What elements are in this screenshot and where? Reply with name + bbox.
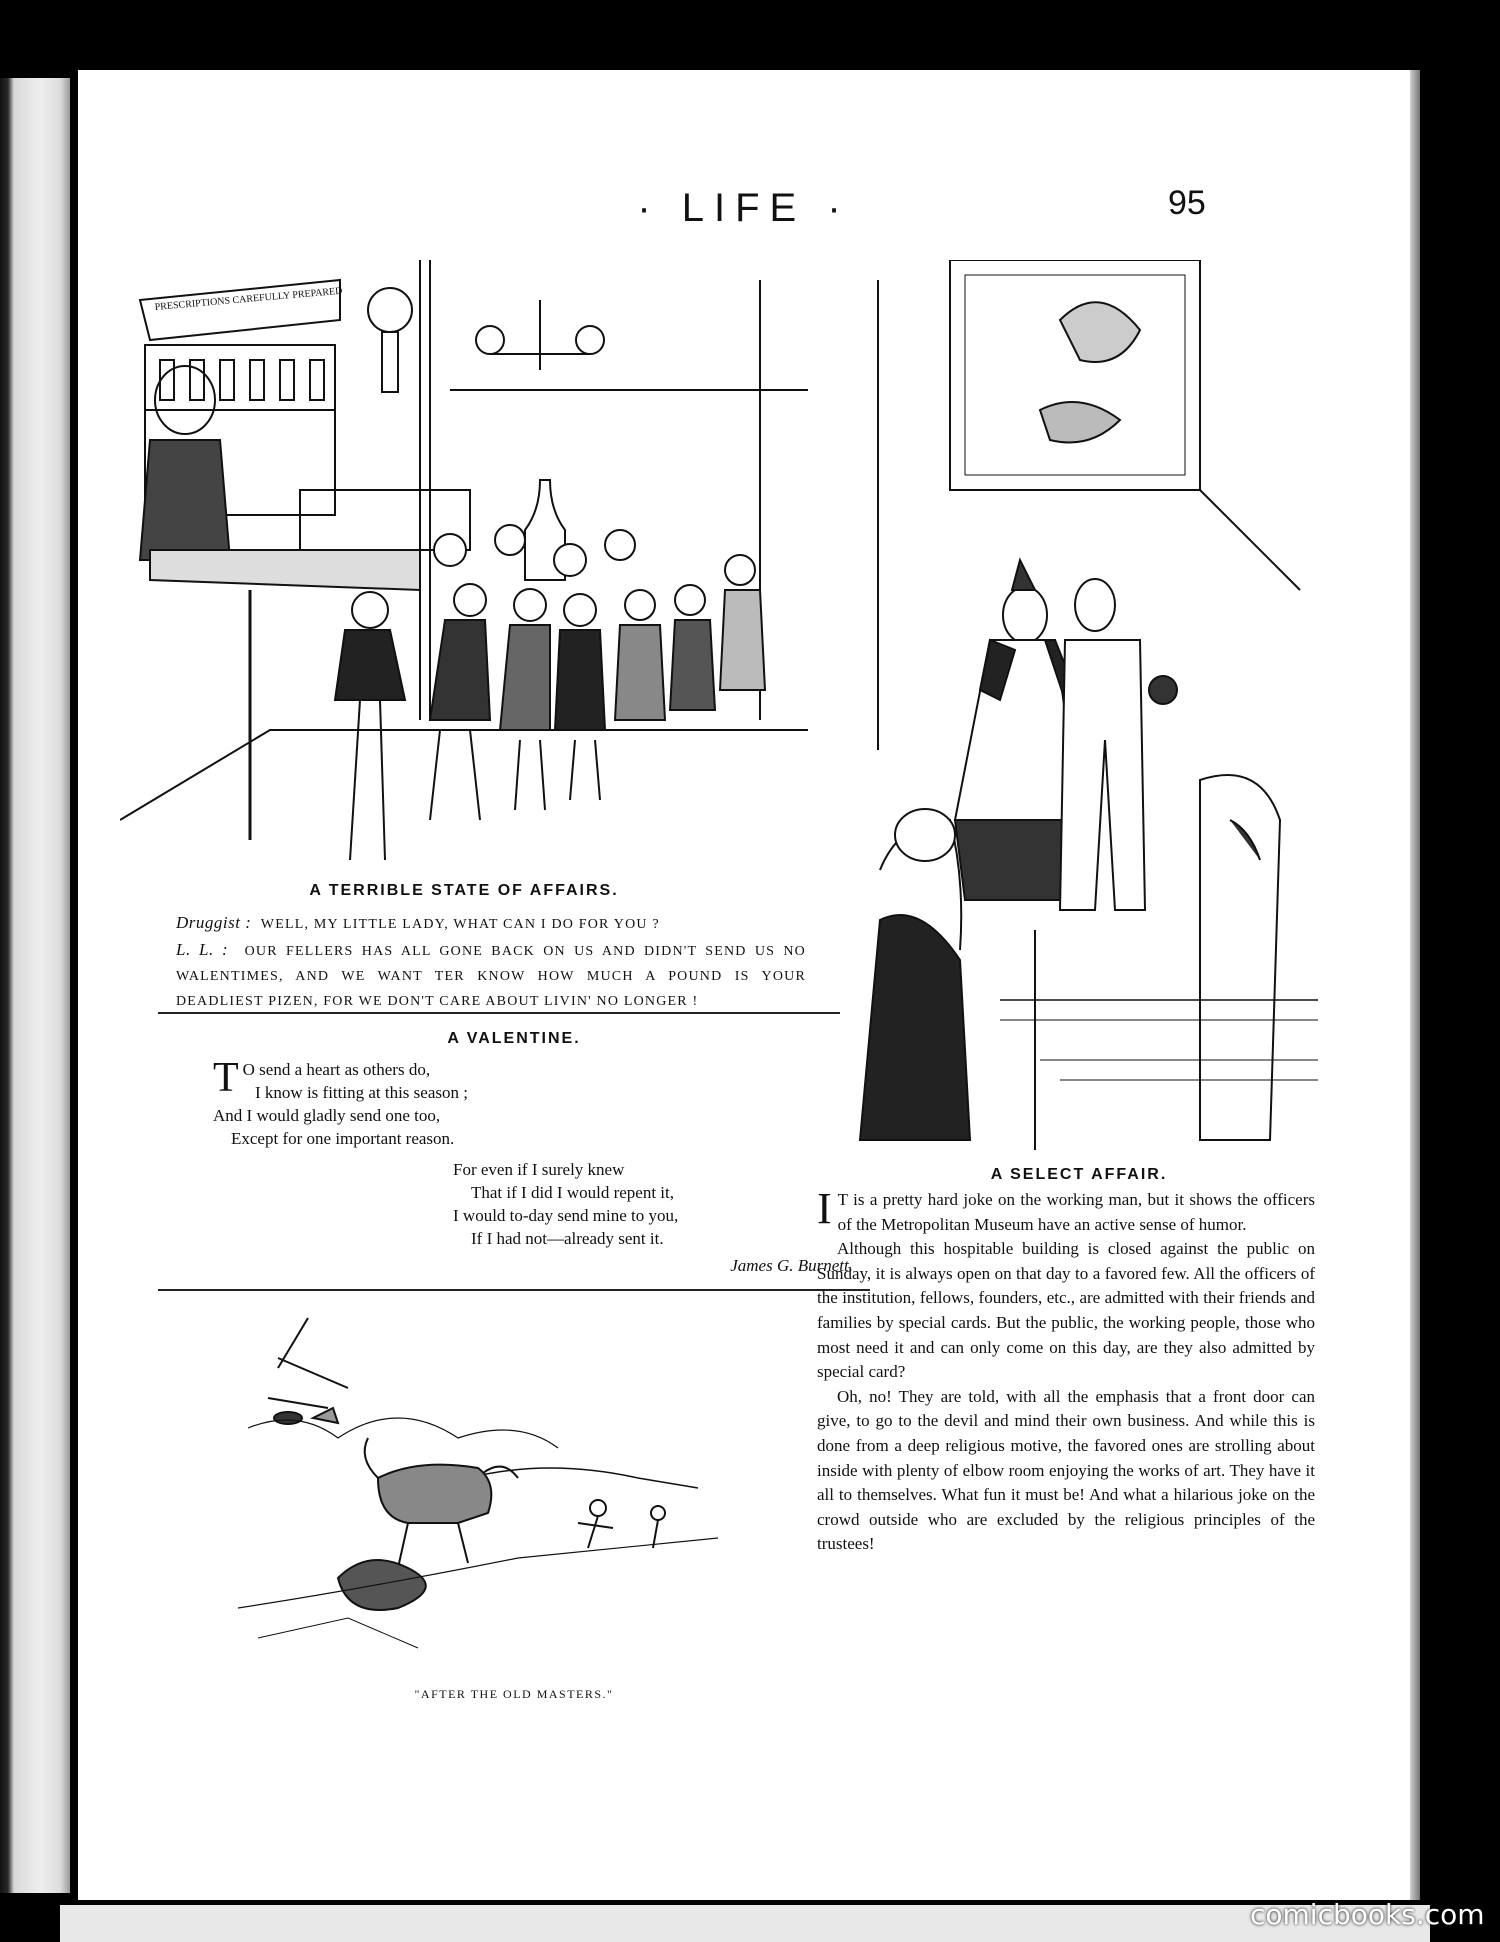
poem-line-7: I would to-day send mine to you, xyxy=(453,1206,679,1225)
museum-couple-illustration xyxy=(840,260,1318,1150)
poem-line-5: For even if I surely knew xyxy=(453,1160,625,1179)
drugstore-illustration xyxy=(120,260,808,870)
article-paragraph-1: T is a pretty hard joke on the working man, but it shows the officers of the Metropolitan Museum have an active sense of humor. xyxy=(837,1190,1315,1234)
cartoon2-caption: "AFTER THE OLD MASTERS." xyxy=(414,1687,614,1701)
article-title: A SELECT AFFAIR. xyxy=(990,1166,1168,1183)
bull-chase-drawing xyxy=(218,1308,738,1668)
poem-line-4: Except for one important reason. xyxy=(231,1129,455,1148)
poem-stanza-2 xyxy=(453,1158,853,1250)
poem-title: A VALENTINE. xyxy=(447,1030,581,1047)
divider-rule-2 xyxy=(158,1289,870,1291)
cartoon1-dialogue xyxy=(176,910,806,1014)
divider-rule-1 xyxy=(158,1012,870,1014)
poem-dropcap: T xyxy=(213,1055,239,1101)
article-body xyxy=(817,1184,1315,1557)
scan-left-page-edge xyxy=(0,78,70,1893)
poem-line-8: If I had not—already sent it. xyxy=(471,1229,664,1248)
poem-stanza-1 xyxy=(213,1055,713,1150)
article-dropcap: I xyxy=(817,1184,832,1233)
drugstore-drawing xyxy=(120,260,808,870)
poem-line-1: O send a heart as others do, xyxy=(242,1060,431,1079)
page-number: 95 xyxy=(1168,184,1206,222)
little-lady-line: OUR FELLERS HAS ALL GONE BACK ON US AND DIDN'T SEND US NO WALENTIMES, AND WE WANT TER KNOW HOW MUCH A POUND IS YOUR DEADLIEST PIZEN, FOR WE DON'T CARE ABOUT LIVIN' NO LONGER ! xyxy=(176,944,806,1009)
masthead-title: · LIFE · xyxy=(637,186,851,230)
article-paragraph-2: Although this hospitable building is closed against the public on Sunday, it is always open on that day to a favored few. All the officers of the institution, fellows, founders, etc., are admitted with their friends and families by special cards. But the public, the working people, those who most need it and can only come on this day, are they also admitted by special card? xyxy=(817,1239,1315,1382)
poem-line-6: That if I did I would repent it, xyxy=(471,1183,675,1202)
scan-right-page-edge xyxy=(1410,70,1420,1900)
article-paragraph-3: Oh, no! They are told, with all the emphasis that a front door can give, to go to the devil and mind their own business. And while this is done from a deep religious motive, the favored ones are strolling about inside with plenty of elbow room enjoying the works of art. They have it all to themselves. What fun it must be! And what a hilarious joke on the crowd outside who are excluded by the religious principles of the trustees! xyxy=(817,1386,1315,1554)
speaker-druggist: Druggist : xyxy=(176,913,252,932)
poem-line-3: And I would gladly send one too, xyxy=(213,1106,441,1125)
speaker-little-lady: L. L. : xyxy=(176,940,229,959)
scan-bottom-strip xyxy=(60,1905,1430,1942)
poem-author: James G. Burnett. xyxy=(730,1256,853,1275)
cartoon1-title: A TERRIBLE STATE OF AFFAIRS. xyxy=(309,882,619,899)
bull-chase-illustration xyxy=(218,1308,738,1668)
druggist-line: WELL, MY LITTLE LADY, WHAT CAN I DO FOR YOU ? xyxy=(260,917,660,932)
museum-couple-drawing xyxy=(840,260,1318,1150)
magazine-page xyxy=(78,70,1410,1900)
prescriptions-sign-text: PRESCRIPTIONS CAREFULLY PREPARED xyxy=(154,285,343,313)
poem-line-2: I know is fitting at this season ; xyxy=(255,1083,468,1102)
site-watermark: comicbooks.com xyxy=(1250,1898,1485,1931)
